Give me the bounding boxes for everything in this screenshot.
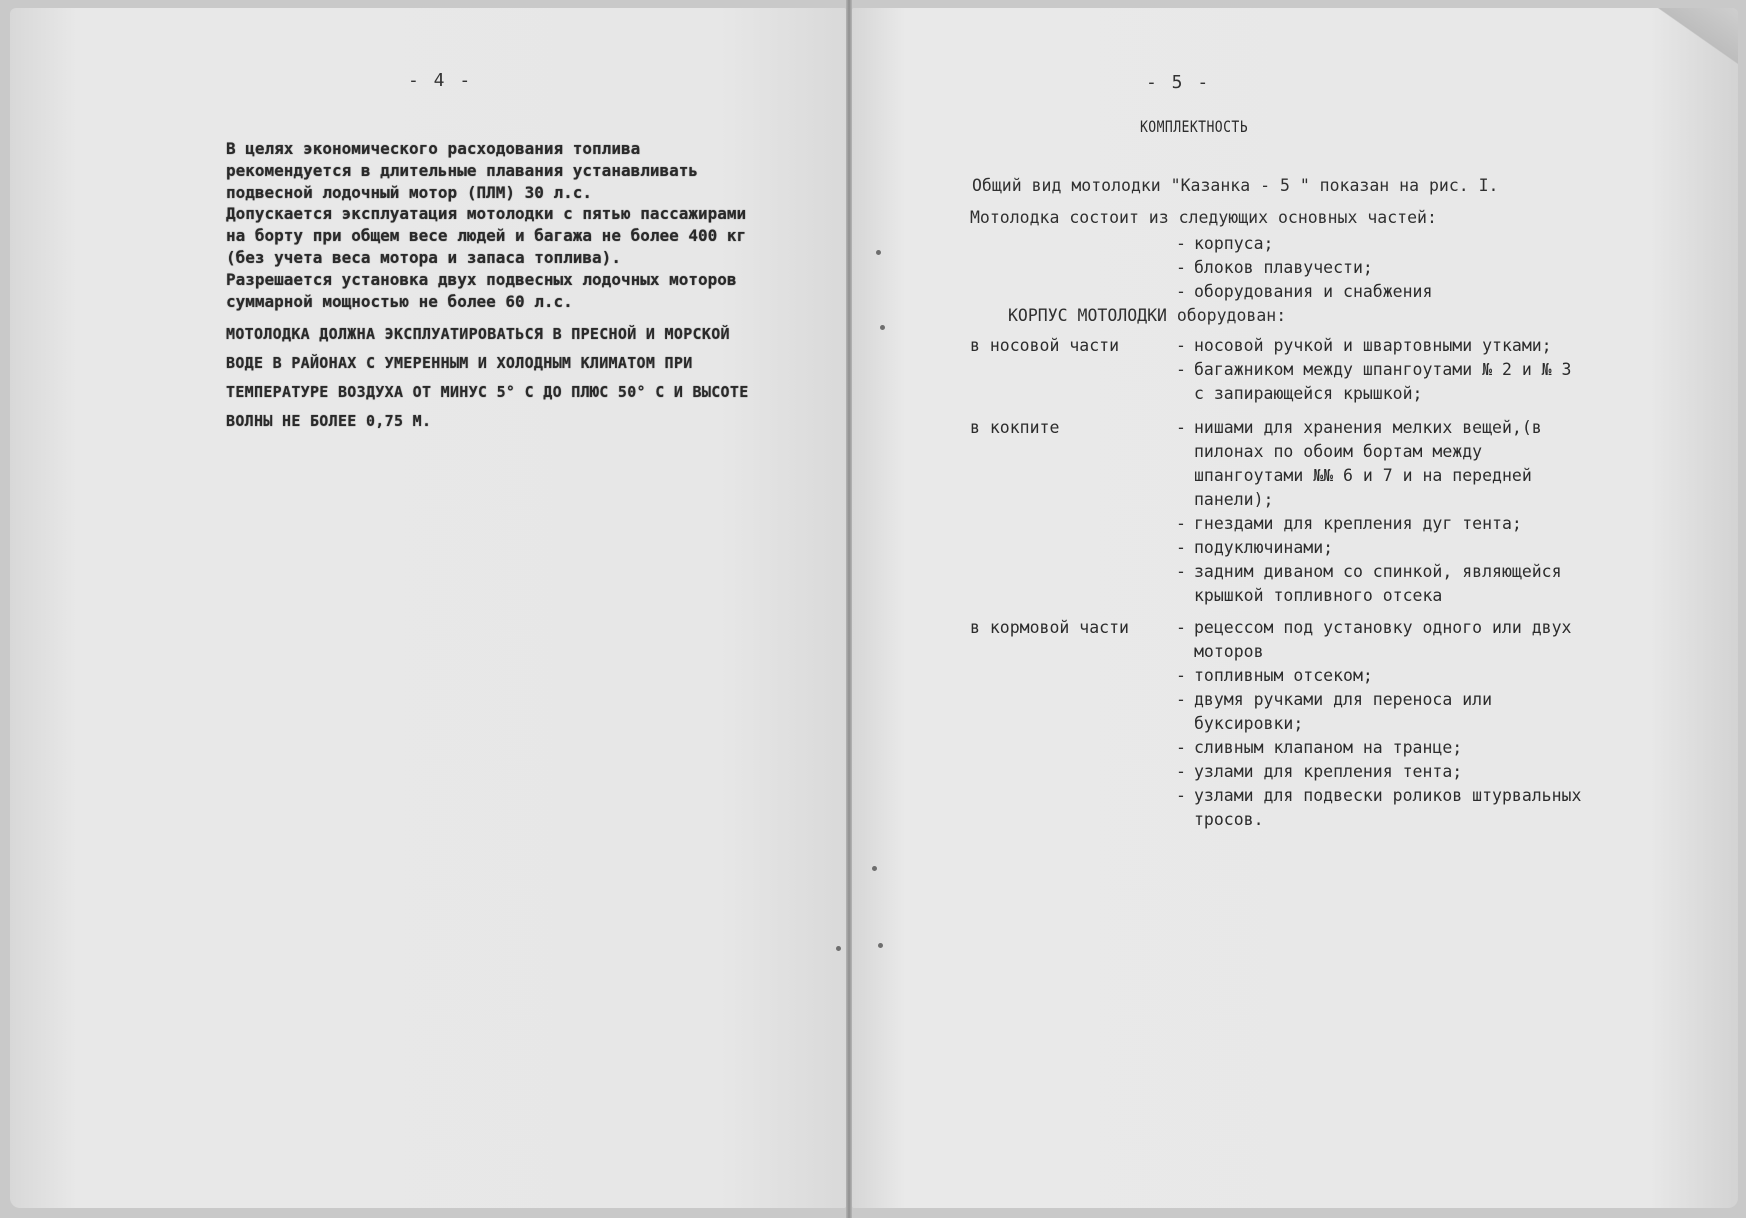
list-item: - сливным клапаном на транце; (1176, 736, 1590, 760)
parts-list (1176, 232, 1432, 304)
list-item: - оборудования и снабжения (1176, 280, 1432, 304)
folded-corner (1648, 8, 1738, 68)
list-item: - багажником между шпангоутами № 2 и № 3 с запирающейся крышкой; (1176, 358, 1590, 406)
item-text: сливным клапаном на транце; (1194, 738, 1463, 757)
item-text: багажником между шпангоутами № 2 и № 3 с запирающейся крышкой; (1194, 360, 1572, 403)
hull-heading: КОРПУС МОТОЛОДКИ оборудован: (1008, 306, 1287, 325)
section-label: в кормовой части (970, 618, 1129, 637)
list-item: - двумя ручками для переноса или буксировки; (1176, 688, 1590, 736)
list-item: - блоков плавучести; (1176, 256, 1432, 280)
paragraph-passengers: Допускается эксплуатация мотолодки с пятью пассажирами на борту при общем весе людей и багажа не более 400 кг (без учета веса мотора и запаса топлива). (226, 204, 747, 267)
item-text: узлами для крепления тента; (1194, 762, 1463, 781)
item-text: задним диваном со спинкой, являющейся крышкой топливного отсека (1194, 562, 1562, 605)
page-number-right: - 5 - (1146, 72, 1211, 93)
section-label: в кокпите (970, 418, 1060, 437)
item-text: нишами для хранения мелких вещей,(в пилонах по обоим бортам между шпангоутами №№ 6 и 7 и на передней панели); (1194, 418, 1542, 509)
list-item: - топливным отсеком; (1176, 664, 1590, 688)
consists-line: Мотолодка состоит из следующих основных частей: (970, 208, 1437, 227)
hull-equipment-list (970, 334, 1590, 832)
item-text: узлами для подвески роликов штурвальных тросов. (1194, 786, 1582, 829)
page-number-left: - 4 - (408, 70, 473, 91)
left-page-body (180, 138, 760, 436)
list-item: - нишами для хранения мелких вещей,(в пилонах по обоим бортам между шпангоутами №№ 6 и 7 и на передней панели); (1176, 416, 1590, 512)
list-item: - узлами для подвески роликов штурвальных тросов. (1176, 784, 1590, 832)
part-label: оборудования и снабжения (1194, 282, 1433, 301)
part-label: корпуса; (1194, 234, 1274, 253)
paragraph-operating-conditions: МОТОЛОДКА ДОЛЖНА ЭКСПЛУАТИРОВАТЬСЯ В ПРЕСНОЙ И МОРСКОЙ ВОДЕ В РАЙОНАХ С УМЕРЕННЫМ И ХОЛОДНЫМ КЛИМАТОМ ПРИ ТЕМПЕРАТУРЕ ВОЗДУХА ОТ МИНУС 5° С ДО ПЛЮС 50° С И ВЫСОТЕ ВОЛНЫ НЕ БОЛЕЕ 0,75 М. (226, 325, 749, 431)
item-text: гнездами для крепления дуг тента; (1194, 514, 1522, 533)
item-text: двумя ручками для переноса или буксировки; (1194, 690, 1493, 733)
list-item: - гнездами для крепления дуг тента; (1176, 512, 1590, 536)
paragraph-motors: Разрешается установка двух подвесных лодочных моторов суммарной мощностью не более 60 л.с. (226, 269, 737, 311)
item-text: подуключинами; (1194, 538, 1334, 557)
equipment-section (970, 416, 1590, 608)
intro-line: Общий вид мотолодки "Казанка - 5 " показан на рис. I. (972, 176, 1499, 195)
list-item: - корпуса; (1176, 232, 1432, 256)
equipment-section (970, 334, 1590, 406)
section-label: в носовой части (970, 336, 1120, 355)
section-heading: КОМПЛЕКТНОСТЬ (1140, 117, 1249, 136)
paragraph-fuel: В целях экономического расходования топлива рекомендуется в длительные плавания устанавливать подвесной лодочный мотор (ПЛМ) 30 л.с. (226, 139, 699, 202)
item-text: носовой ручкой и швартовными утками; (1194, 336, 1552, 355)
equipment-section (970, 616, 1590, 832)
list-item: - подуключинами; (1176, 536, 1590, 560)
item-text: рецессом под установку одного или двух моторов (1194, 618, 1572, 661)
list-item: - носовой ручкой и швартовными утками; (1176, 334, 1590, 358)
list-item: - задним диваном со спинкой, являющейся крышкой топливного отсека (1176, 560, 1590, 608)
part-label: блоков плавучести; (1194, 258, 1373, 277)
item-text: топливным отсеком; (1194, 666, 1373, 685)
list-item: - узлами для крепления тента; (1176, 760, 1590, 784)
list-item: - рецессом под установку одного или двух моторов (1176, 616, 1590, 664)
